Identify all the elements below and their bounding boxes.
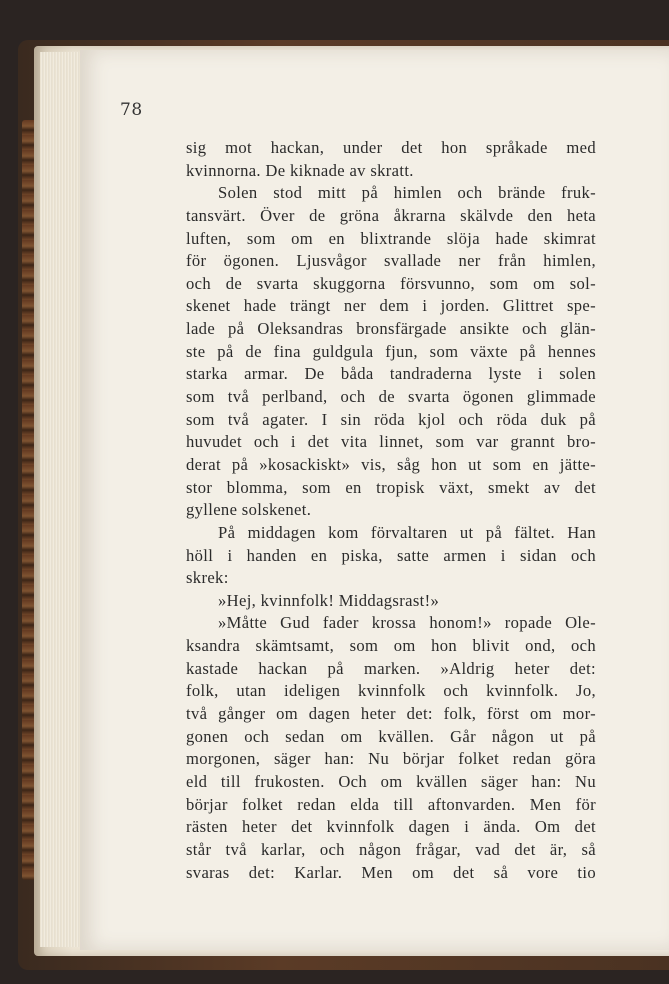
text-line: skenet hade trängt ner dem i jorden. Glittret spe- xyxy=(186,296,596,316)
text-line: för ögonen. Ljusvågor svallade ner från himlen, xyxy=(186,251,596,271)
text-line: rästen heter det kvinnfolk dagen i ända. Om det xyxy=(186,817,596,837)
text-line: sig mot hackan, under det hon språkade med xyxy=(186,138,596,157)
text-line: börjar folket redan elda till aftonvarden. Men för xyxy=(186,794,596,814)
text-line: »Hej, kvinnfolk! Middagsrast!» xyxy=(218,590,440,610)
text-line: eld till frukosten. Och om kvällen säger han: Nu xyxy=(186,771,596,791)
text-line: På middagen kom förvaltaren ut på fältet. Han xyxy=(218,522,596,542)
text-line: luften, som om en blixtrande slöja hade skimrat xyxy=(186,228,596,248)
text-line: svaras det: Karlar. Men om det så vore tio xyxy=(186,862,596,882)
page-number: 78 xyxy=(120,100,143,120)
text-line: skrek: xyxy=(186,568,229,588)
text-line: gonen och sedan om kvällen. Går någon ut på xyxy=(186,726,596,746)
text-line: som två perlband, och de svarta ögonen glimmade xyxy=(186,387,596,407)
text-line: som två agater. I sin röda kjol och röda duk på xyxy=(186,409,596,429)
text-line: starka armar. De båda tandraderna lyste i solen xyxy=(186,364,596,384)
text-line: tansvärt. Över de gröna åkrarna skälvde den heta xyxy=(186,205,596,225)
text-line: derat på »kosackiskt» vis, såg hon ut som en jätte- xyxy=(186,454,596,474)
text-line: två gånger om dagen heter det: folk, först om mor- xyxy=(186,704,596,724)
body-text xyxy=(186,137,596,884)
text-line: morgonen, säger han: Nu börjar folket redan göra xyxy=(186,749,596,769)
text-line: lade på Oleksandras bronsfärgade ansikte och glän- xyxy=(186,319,596,339)
text-line: stor blomma, som en tropisk växt, smekt av det xyxy=(186,477,596,497)
text-line: och de svarta skuggorna försvunno, som om sol- xyxy=(186,273,596,293)
text-line: gyllene solskenet. xyxy=(186,500,312,520)
page-edges xyxy=(40,52,80,947)
text-line: kastade hackan på marken. »Aldrig heter det: xyxy=(186,658,596,678)
text-line: folk, utan ideligen kvinnfolk och kvinnfolk. Jo, xyxy=(186,681,596,701)
text-line: »Måtte Gud fader krossa honom!» ropade Ole- xyxy=(218,613,596,633)
text-line: ksandra skämtsamt, som om hon blivit ond, och xyxy=(186,636,596,656)
text-line: ste på de fina guldgula fjun, som växte på hennes xyxy=(186,341,596,361)
text-line: kvinnorna. De kiknade av skratt. xyxy=(186,160,414,180)
text-line: står två karlar, och någon frågar, vad det är, så xyxy=(186,839,596,859)
text-line: Solen stod mitt på himlen och brände fruk- xyxy=(218,183,596,203)
text-line: höll i handen en piska, satte armen i sidan och xyxy=(186,545,596,565)
text-line: huvudet och i det vita linnet, som var grannt bro- xyxy=(186,432,596,452)
